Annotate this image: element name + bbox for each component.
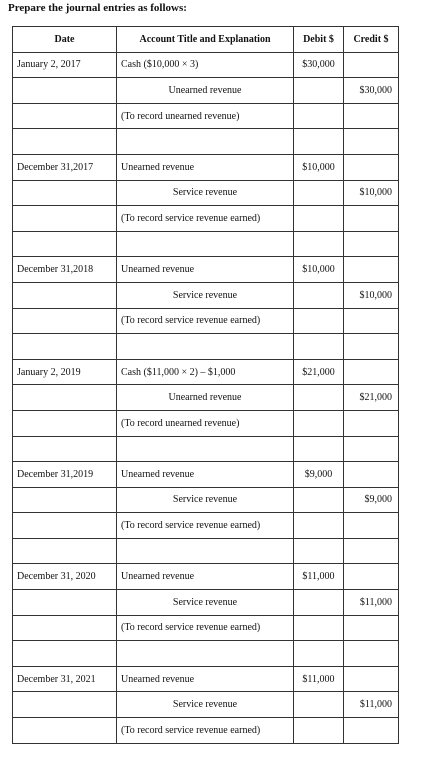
column-header-account: Account Title and Explanation [117,27,294,53]
table-row [13,78,399,104]
date-cell [13,615,117,641]
debit-cell [294,692,344,718]
account-cell: Service revenue [117,487,294,513]
date-cell: December 31, 2020 [13,564,117,590]
date-cell [13,718,117,744]
debit-cell [294,615,344,641]
table-row [13,334,399,360]
table-row [13,692,399,718]
debit-cell [294,231,344,257]
date-cell [13,282,117,308]
credit-cell [344,666,399,692]
debit-cell: $11,000 [294,564,344,590]
table-row [13,718,399,744]
credit-cell [344,257,399,283]
table-row [13,385,399,411]
table-row [13,52,399,78]
date-cell [13,590,117,616]
account-cell: (To record service revenue earned) [117,206,294,232]
credit-cell [344,359,399,385]
credit-cell [344,334,399,360]
table-row [13,641,399,667]
account-cell [117,641,294,667]
account-cell: Cash ($10,000 × 3) [117,52,294,78]
credit-cell: $9,000 [344,487,399,513]
credit-cell [344,436,399,462]
date-cell: December 31, 2021 [13,666,117,692]
account-cell [117,334,294,360]
account-cell: (To record service revenue earned) [117,308,294,334]
table-row [13,487,399,513]
date-cell [13,692,117,718]
debit-cell [294,334,344,360]
debit-cell [294,282,344,308]
date-cell [13,206,117,232]
account-cell: Unearned revenue [117,462,294,488]
credit-cell [344,308,399,334]
account-cell: (To record unearned revenue) [117,103,294,129]
date-cell: December 31,2019 [13,462,117,488]
table-row [13,615,399,641]
debit-cell [294,103,344,129]
credit-cell [344,103,399,129]
table-row [13,513,399,539]
credit-cell [344,513,399,539]
page-heading: Prepare the journal entries as follows: [8,2,187,14]
table-row [13,257,399,283]
account-cell [117,436,294,462]
credit-cell [344,641,399,667]
debit-cell [294,513,344,539]
debit-cell: $30,000 [294,52,344,78]
credit-cell [344,231,399,257]
account-cell: Service revenue [117,180,294,206]
account-cell: Unearned revenue [117,385,294,411]
debit-cell [294,129,344,155]
table-header-row [13,27,399,53]
account-cell: Cash ($11,000 × 2) – $1,000 [117,359,294,385]
debit-cell [294,308,344,334]
account-cell: Unearned revenue [117,257,294,283]
credit-cell [344,154,399,180]
table-row [13,129,399,155]
debit-cell: $21,000 [294,359,344,385]
credit-cell [344,564,399,590]
date-cell [13,180,117,206]
date-cell: December 31,2018 [13,257,117,283]
table-row [13,154,399,180]
date-cell: January 2, 2017 [13,52,117,78]
account-cell: Unearned revenue [117,564,294,590]
date-cell [13,334,117,360]
account-cell: (To record service revenue earned) [117,615,294,641]
credit-cell: $30,000 [344,78,399,104]
debit-cell [294,436,344,462]
credit-cell: $21,000 [344,385,399,411]
debit-cell: $10,000 [294,154,344,180]
table-row [13,564,399,590]
journal-entries-table [12,26,399,744]
date-cell [13,103,117,129]
debit-cell [294,641,344,667]
debit-cell [294,410,344,436]
date-cell [13,231,117,257]
date-cell [13,129,117,155]
credit-cell [344,52,399,78]
debit-cell [294,385,344,411]
debit-cell [294,718,344,744]
account-cell: Unearned revenue [117,666,294,692]
table-body [13,52,399,743]
account-cell: Unearned revenue [117,154,294,180]
column-header-credit: Credit $ [344,27,399,53]
credit-cell [344,410,399,436]
table-row [13,103,399,129]
credit-cell: $10,000 [344,282,399,308]
table-row [13,410,399,436]
account-cell [117,538,294,564]
account-cell: (To record unearned revenue) [117,410,294,436]
date-cell [13,308,117,334]
credit-cell: $11,000 [344,590,399,616]
credit-cell [344,615,399,641]
table-row [13,180,399,206]
table-row [13,538,399,564]
credit-cell [344,129,399,155]
debit-cell [294,590,344,616]
date-cell: December 31,2017 [13,154,117,180]
debit-cell [294,78,344,104]
debit-cell [294,487,344,513]
table-row [13,231,399,257]
debit-cell [294,206,344,232]
date-cell [13,410,117,436]
date-cell: January 2, 2019 [13,359,117,385]
table-row [13,666,399,692]
table-row [13,590,399,616]
column-header-date: Date [13,27,117,53]
credit-cell [344,462,399,488]
date-cell [13,78,117,104]
debit-cell [294,538,344,564]
debit-cell: $11,000 [294,666,344,692]
credit-cell: $10,000 [344,180,399,206]
date-cell [13,641,117,667]
credit-cell [344,718,399,744]
account-cell: Unearned revenue [117,78,294,104]
debit-cell: $10,000 [294,257,344,283]
date-cell [13,436,117,462]
column-header-debit: Debit $ [294,27,344,53]
date-cell [13,513,117,539]
account-cell: Service revenue [117,282,294,308]
table-row [13,282,399,308]
account-cell [117,231,294,257]
table-row [13,436,399,462]
debit-cell [294,180,344,206]
account-cell: (To record service revenue earned) [117,513,294,539]
date-cell [13,538,117,564]
credit-cell [344,538,399,564]
debit-cell: $9,000 [294,462,344,488]
credit-cell [344,206,399,232]
account-cell: Service revenue [117,692,294,718]
date-cell [13,487,117,513]
account-cell: Service revenue [117,590,294,616]
account-cell: (To record service revenue earned) [117,718,294,744]
table-row [13,206,399,232]
table-row [13,308,399,334]
account-cell [117,129,294,155]
table-row [13,359,399,385]
date-cell [13,385,117,411]
credit-cell: $11,000 [344,692,399,718]
table-row [13,462,399,488]
